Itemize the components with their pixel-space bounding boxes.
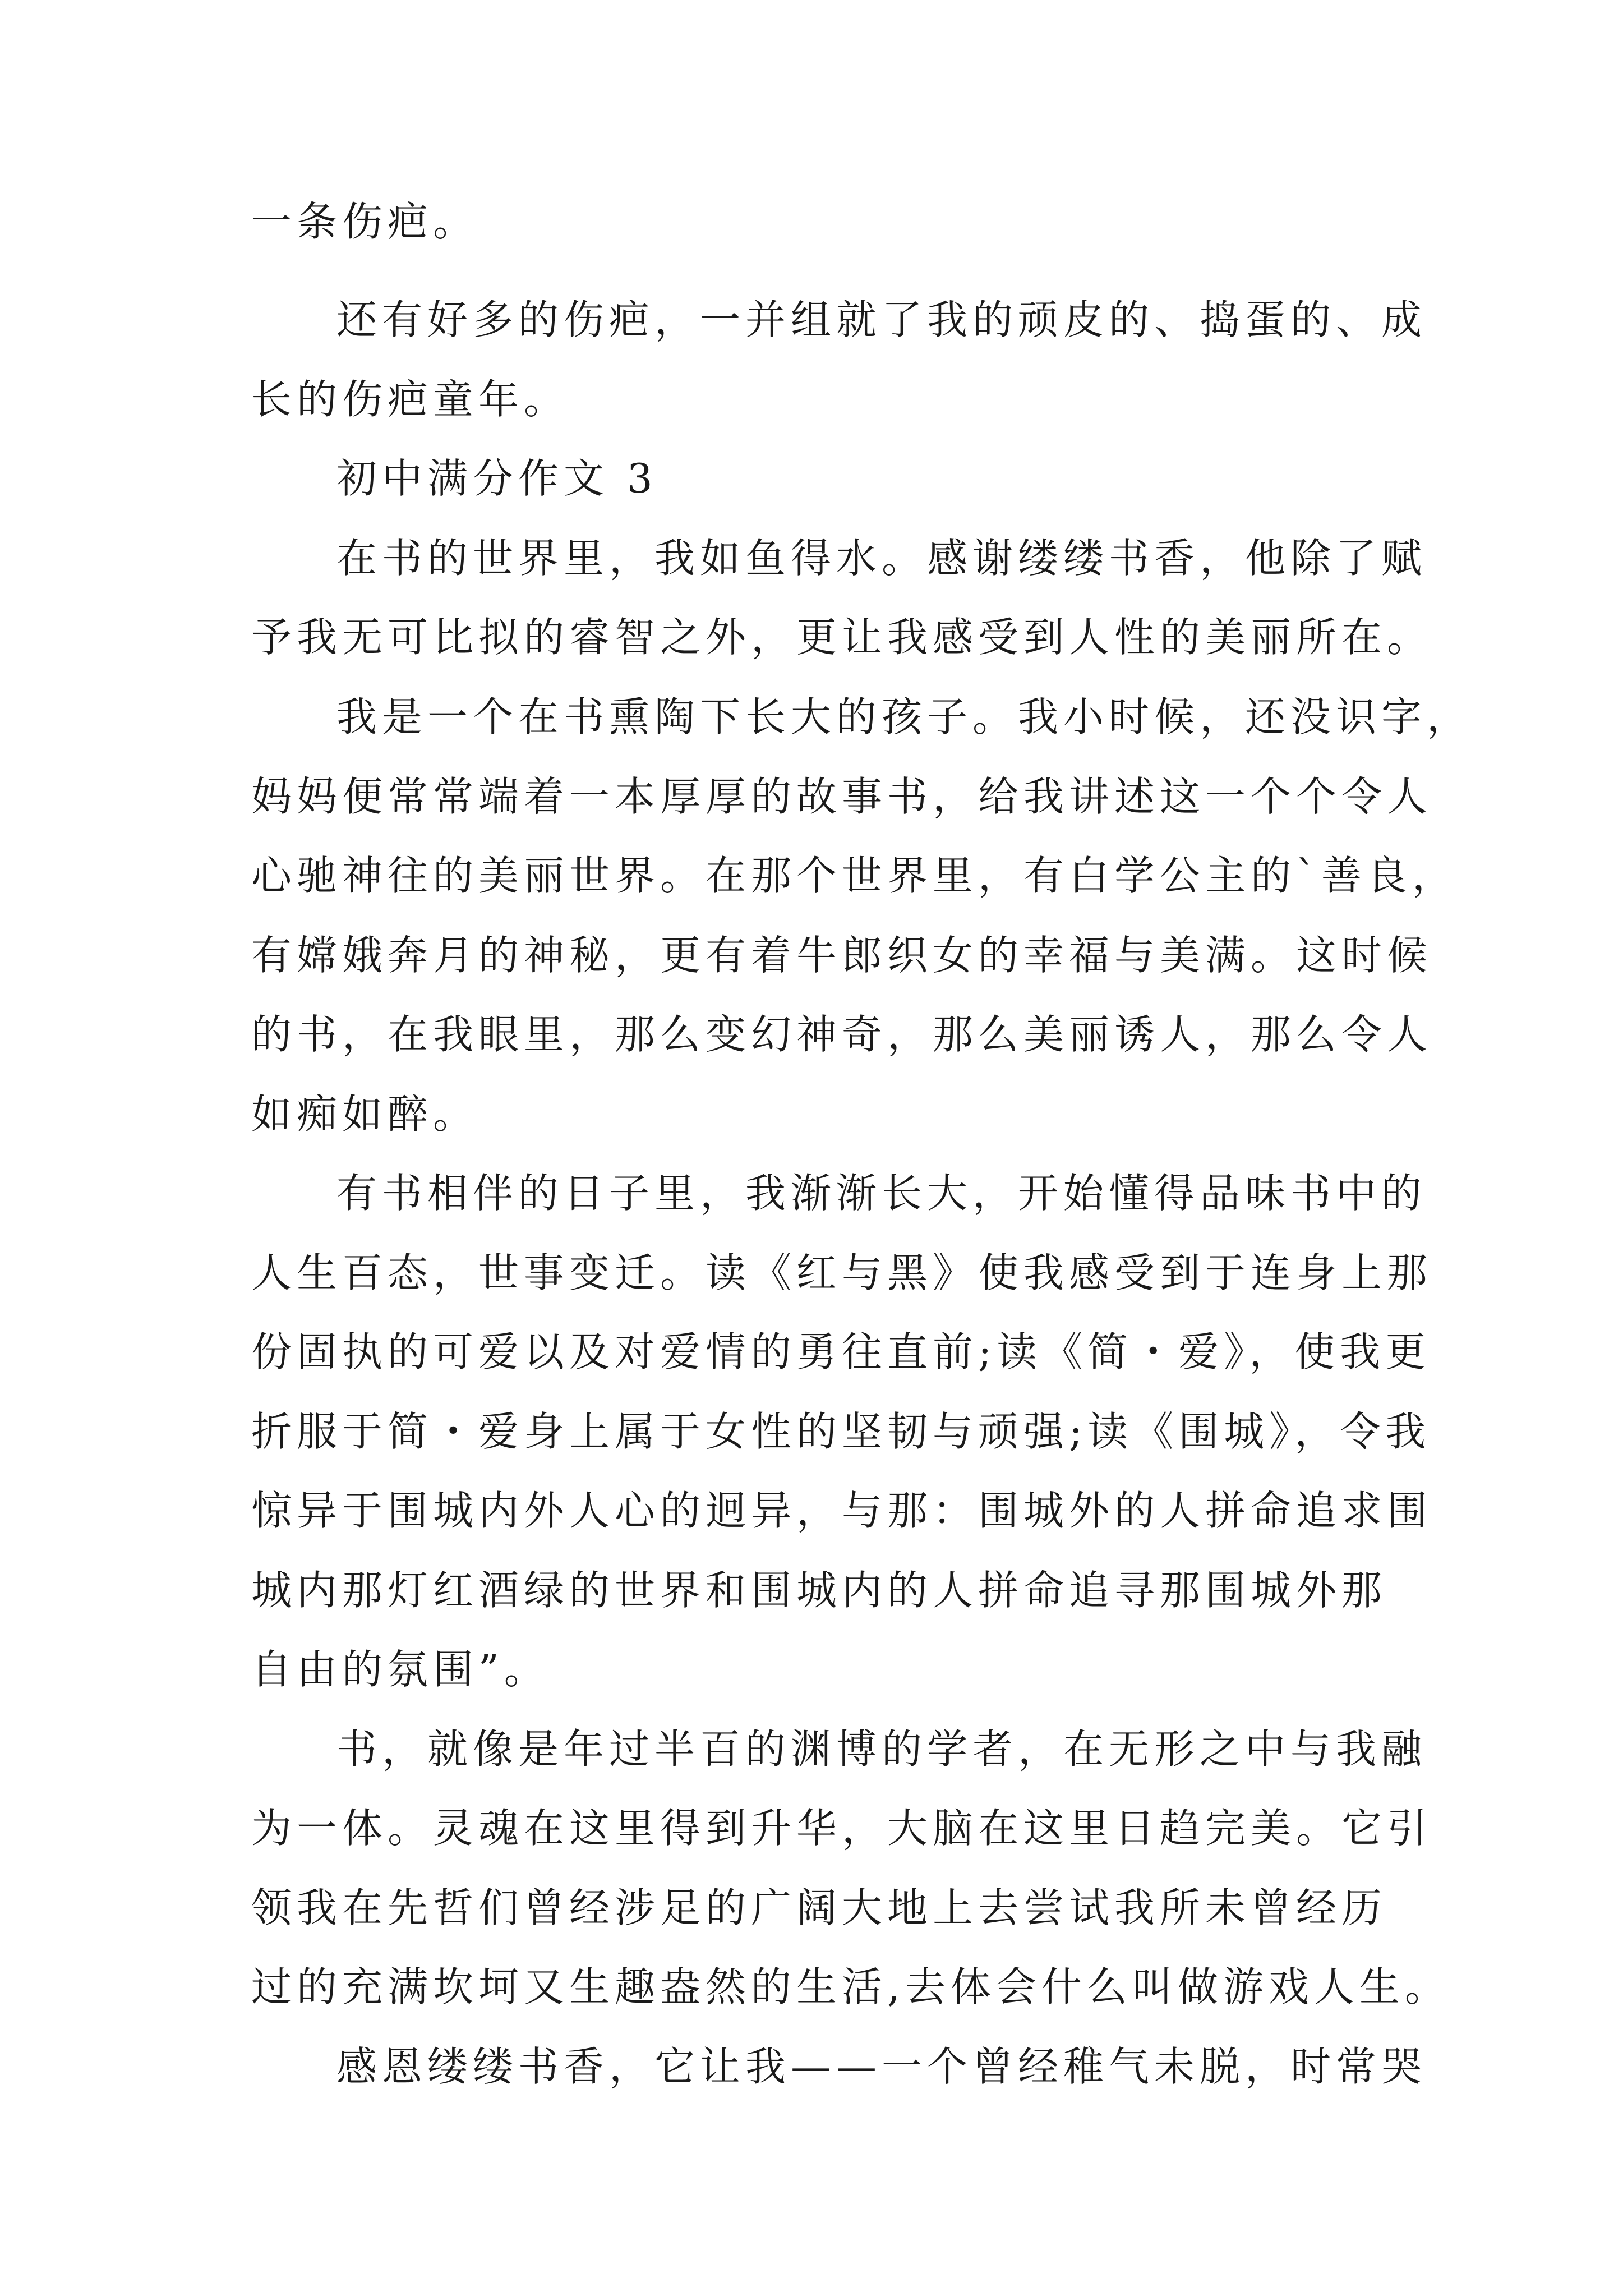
text-line: 如痴如醉。 (251, 1091, 479, 1138)
text-line: 长的伤疤童年。 (251, 376, 570, 423)
text-line: 的书，在我眼里，那么变幻神奇，那么美丽诱人，那么令人 (251, 1011, 1433, 1058)
paragraph-first-line: 书，就像是年过半百的渊博的学者，在无形之中与我融 (336, 1726, 1427, 1773)
text-line: 领我在先哲们曾经涉足的广阔大地上去尝试我所未曾经历 (251, 1884, 1387, 1931)
text-line: 惊异于围城内外人心的迥异，与那：围城外的人拼命追求围 (251, 1487, 1433, 1534)
paragraph-first-line: 在书的世界里，我如鱼得水。感谢缕缕书香，他除了赋 (336, 535, 1427, 582)
text-line: 人生百态，世事变迁。读《红与黑》使我感受到于连身上那 (251, 1249, 1433, 1296)
paragraph-first-line: 感恩缕缕书香，它让我——一个曾经稚气未脱，时常哭 (336, 2043, 1427, 2090)
text-line: 一条伤疤。 (251, 198, 479, 245)
text-line: 城内那灯红酒绿的世界和围城内的人拼命追寻那围城外那 (251, 1567, 1387, 1614)
text-line: 份固执的可爱以及对爱情的勇往直前;读《简・爱》，使我更 (251, 1328, 1431, 1375)
paragraph-first-line: 我是一个在书熏陶下长大的孩子。我小时候，还没识字， (336, 693, 1473, 740)
text-line: 妈妈便常常端着一本厚厚的故事书，给我讲述这一个个令人 (251, 773, 1433, 820)
text-line: 予我无可比拟的睿智之外，更让我感受到人性的美丽所在。 (251, 614, 1433, 661)
text-line: 自由的氛围”。 (251, 1646, 550, 1693)
text-line: 心驰神往的美丽世界。在那个世界里，有白学公主的`善良， (251, 852, 1458, 899)
text-line: 为一体。灵魂在这里得到升华，大脑在这里日趋完美。它引 (251, 1805, 1433, 1852)
paragraph-first-line: 有书相伴的日子里，我渐渐长大，开始懂得品味书中的 (336, 1170, 1427, 1217)
text-line: 过的充满坎坷又生趣盎然的生活,去体会什么叫做游戏人生。 (251, 1963, 1450, 2010)
paragraph-first-line: 还有好多的伤疤，一并组就了我的顽皮的、捣蛋的、成 (336, 296, 1427, 343)
section-heading: 初中满分作文 3 (336, 455, 658, 502)
text-line: 折服于简・爱身上属于女性的坚韧与顽强;读《围城》，令我 (251, 1408, 1431, 1455)
text-line: 有嫦娥奔月的神秘，更有着牛郎织女的幸福与美满。这时候 (251, 932, 1433, 979)
